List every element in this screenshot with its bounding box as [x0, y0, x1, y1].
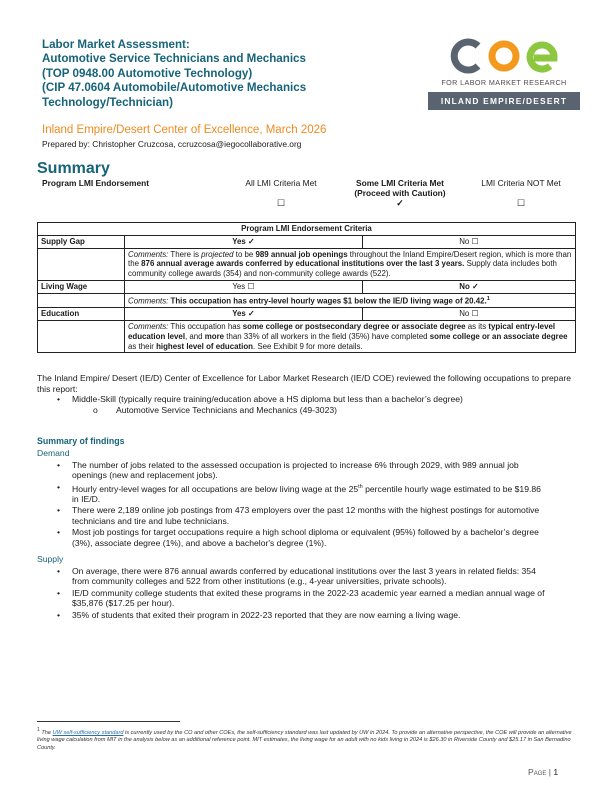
page-num: 1 [553, 767, 559, 777]
comment-text: to be [233, 249, 256, 259]
criteria-no: No ☐ [362, 235, 575, 248]
criteria-comment [125, 293, 576, 307]
list-item: • There were 2,189 online job postings from 473 employers over the past 12 months with the highest postings for automotive technicians and tire and lube technicians. [37, 505, 549, 526]
logo-region: INLAND EMPIRE/DESERT [428, 92, 580, 110]
supply-list [37, 566, 549, 621]
list-item: • 35% of students that exited their program in 2022-23 reported that they are now earning a living wage. [37, 610, 549, 620]
list-item: • Most job postings for target occupations require a high school diploma or equivalent (95%) followed by a bachelor’s degree (3%), associate degree (1%), and above a bachelor's degree (1%). [37, 527, 549, 548]
criteria-comment-living-wage [38, 293, 576, 307]
comment-prefix: Comments: [128, 249, 169, 259]
list-item: • IE/D community college students that exited these programs in the 2022-23 academic year earned a median annual wage of $35,876 ($17.25 per hour). [37, 588, 549, 609]
skill-level-item: • Middle-Skill (typically require training/education above a HS diploma but less than a bachelor’s degree) [57, 394, 463, 405]
criteria-comment-education [38, 321, 576, 353]
criteria-no: No ✓ [362, 280, 575, 293]
comment-text: This occupation has entry-level hourly wages $1 below the IE/D living wage of 20.42. [170, 296, 487, 306]
intro-paragraph: The Inland Empire/ Desert (IE/D) Center of Excellence for Labor Market Research (IE/D COE) reviewed the following occupations to prepare this report: [37, 373, 572, 394]
demand-label: Demand [37, 448, 70, 458]
comment-text: This occupation has [170, 322, 243, 331]
comment-text: , and [185, 331, 205, 341]
checkbox-empty-icon: ☐ [276, 198, 286, 208]
criteria-label: Living Wage [38, 280, 125, 293]
footnote-divider [37, 721, 180, 722]
list-item [37, 482, 549, 505]
summary-heading: Summary [37, 160, 110, 177]
page-label: Page [528, 767, 547, 777]
comment-text: some college or an associate degree [429, 331, 568, 341]
comment-text: more [204, 331, 225, 341]
comment-prefix: Comments: [128, 322, 169, 331]
option-label: Some LMI Criteria Met [356, 178, 444, 188]
criteria-header: Program LMI Endorsement Criteria [38, 223, 576, 236]
criteria-label: Supply Gap [38, 235, 125, 248]
criteria-no: No ☐ [362, 308, 575, 321]
page-number: Page | 1 [528, 767, 559, 777]
list-item: • On average, there were 876 annual awards conferred by educational institutions over the last 3 years in related fields: 354 from community colleges and 522 from other institutions (e.g., 4-year universities, private schools). [37, 566, 549, 587]
title-line: Labor Market Assessment: [42, 38, 190, 51]
comment-text: than 33% of all workers in the field (35%) have completed [224, 331, 430, 341]
criteria-yes: Yes ☐ [125, 280, 363, 293]
criteria-label: Education [38, 308, 125, 321]
option-label: All LMI Criteria Met [245, 178, 317, 188]
title-line: (CIP 47.0604 Automobile/Automotive Mechanics [42, 81, 307, 95]
option-all-met [226, 178, 336, 209]
criteria-row-education [38, 308, 576, 321]
option-label: LMI Criteria NOT Met [481, 178, 561, 188]
title-line: (TOP 0948.00 Automotive Technology) [42, 66, 253, 80]
criteria-table [37, 222, 576, 353]
criteria-comment [125, 321, 576, 353]
logo-tagline: FOR LABOR MARKET RESEARCH [441, 78, 567, 87]
footnote-marker: 1 [37, 727, 40, 733]
footnote-text: is currently used by the CO and other COEs, the self-sufficiency standard was last updated by UW in 2024. To provide an alternative perspective, the COE will provide an alternative living wage calculation from MIT in the analysis below as an additional reference point. MIT estimates, the living wage for an adult with no kids living in 2024 is $26.30 in Riverside County and $25.17 in San Bernadino County. [37, 729, 572, 752]
comment-text: throughout the Inland Empire/Desert region, which is more than the [128, 249, 572, 269]
footnote-text: The [41, 729, 53, 736]
comment-text: Supply data includes both community college awards (354) and non-community college awards (522). [128, 259, 557, 279]
findings-heading: Summary of findings [37, 436, 125, 446]
title-line: Technology/Technician) [42, 95, 173, 109]
report-title [42, 38, 382, 110]
wage-text: Hourly entry-level wages for all occupations are below living wage at the 25th percentile hourly wage estimated to be $19.86 in IE/D. [72, 483, 541, 505]
criteria-comment [125, 248, 576, 280]
coe-logo-mark [428, 38, 580, 74]
option-some-met [340, 178, 460, 209]
criteria-header-row [38, 223, 576, 236]
empty-cell [38, 248, 125, 280]
footnote [37, 727, 575, 753]
endorsement-label: Program LMI Endorsement [42, 178, 150, 188]
checkbox-empty-icon: ☐ [516, 198, 526, 208]
comment-text: projected [201, 249, 234, 259]
footnote-ref: 1 [486, 295, 490, 302]
criteria-row-living-wage [38, 280, 576, 293]
report-subtitle: Inland Empire/Desert Center of Excellence, March 2026 [42, 124, 327, 136]
criteria-row-supply [38, 235, 576, 248]
coe-letters-icon [448, 38, 560, 74]
uw-standard-link[interactable]: UW self-sufficiency standard [52, 729, 124, 736]
comment-prefix: Comments: [128, 296, 169, 306]
comment-text: There is [170, 249, 202, 259]
comment-text: . See Exhibit 9 for more details. [252, 341, 363, 351]
comment-text: as their [128, 341, 157, 351]
occupation-item: o Automotive Service Technicians and Mechanics (49-3023) [93, 404, 338, 415]
intro-section [37, 373, 577, 415]
option-label-caution: (Proceed with Caution) [354, 188, 446, 198]
comment-text: highest level of education [156, 341, 253, 351]
option-not-met [466, 178, 576, 209]
coe-logo [428, 38, 580, 110]
empty-cell [38, 321, 125, 353]
prepared-by: Prepared by: Christopher Cruzcosa, ccruzcosa@iegocollaborative.org [42, 139, 302, 149]
criteria-yes: Yes ✓ [125, 235, 363, 248]
criteria-comment-supply [38, 248, 576, 280]
criteria-yes: Yes ✓ [125, 308, 363, 321]
occupation: Automotive Service Technicians and Mechanics (49-3023) [116, 404, 338, 415]
comment-text: 989 annual job openings [255, 249, 348, 259]
list-item: • The number of jobs related to the assessed occupation is projected to increase 6% through 2029, with 989 annual job openings (new and replacement jobs). [37, 460, 549, 481]
title-line: Automotive Service Technicians and Mechanics [42, 52, 306, 66]
empty-cell [38, 293, 125, 307]
comment-text: as its [465, 322, 489, 331]
skill-level: Middle-Skill (typically require training/education above a HS diploma but less than a bachelor’s degree) [72, 394, 463, 405]
checkmark-icon: ✓ [396, 198, 404, 208]
demand-list [37, 460, 549, 549]
comment-text: typical entry-level education level [128, 322, 556, 341]
comment-text: 876 annual average awards conferred by educational institutions over the last 3 years. [141, 259, 465, 269]
comment-text: some college or postsecondary degree or associate degree [242, 322, 466, 331]
supply-label: Supply [37, 554, 64, 564]
